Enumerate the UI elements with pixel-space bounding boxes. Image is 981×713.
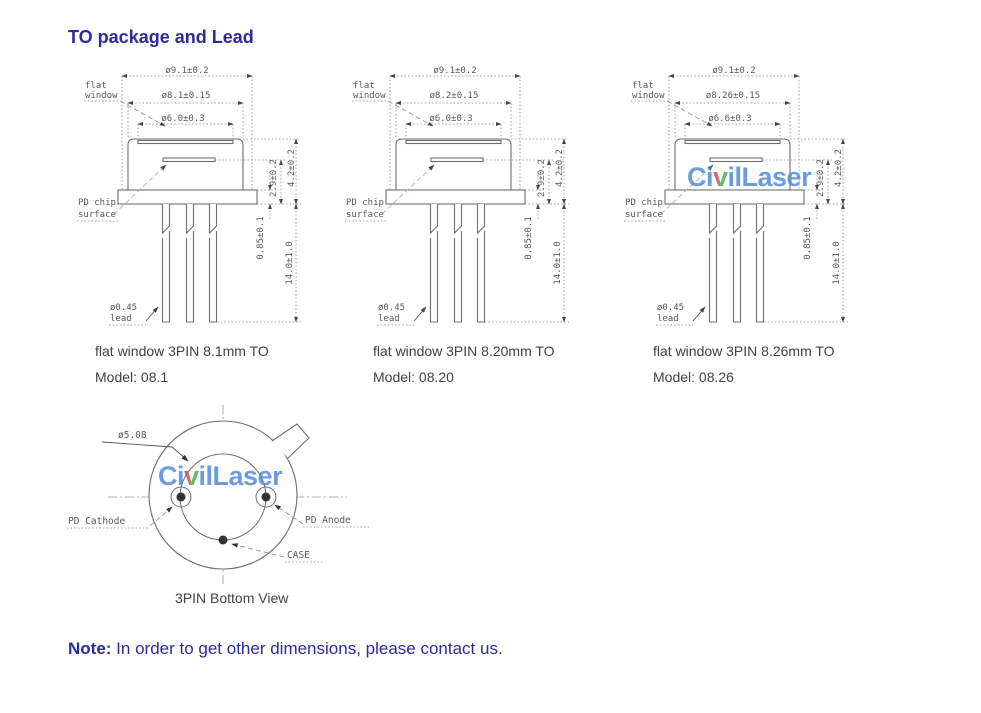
dim-lead-length-label: 14.0±1.0 — [553, 241, 563, 285]
flange — [118, 190, 257, 204]
dim-outer-label: ø9.1±0.2 — [165, 66, 209, 76]
dim-inner-label: ø6.6±0.3 — [708, 114, 752, 124]
dim-total-height-label: 4.2±0.2 — [834, 149, 844, 187]
window-slot — [138, 141, 233, 144]
lead-dia-label-2: lead — [110, 314, 132, 324]
dim-cap-height-label: 2.9±0.2 — [269, 159, 279, 197]
dim-lead-length-label: 14.0±1.0 — [285, 241, 295, 285]
dim-inner-label: ø6.0±0.3 — [429, 114, 473, 124]
dim-cap-height-label: 2.9±0.2 — [537, 159, 547, 197]
window-slot — [406, 141, 501, 144]
dim-flange-label: 0.85±0.1 — [256, 216, 266, 260]
page-title: TO package and Lead — [68, 27, 254, 47]
flat-window-label-1: flat — [85, 81, 107, 91]
dim-lead-length-label: 14.0±1.0 — [832, 241, 842, 285]
dim-total-height-label: 4.2±0.2 — [555, 149, 565, 187]
flat-window-label-2: window — [353, 91, 386, 101]
lead-dia-label-1: ø0.45 — [110, 303, 138, 313]
note-text: In order to get other dimensions, please contact us. — [111, 639, 503, 658]
window-slot — [685, 141, 780, 144]
dim-window-label: ø8.2±0.15 — [429, 91, 479, 101]
dim-total-height-label: 4.2±0.2 — [287, 149, 297, 187]
to-package-diagram-08-1 — [68, 58, 318, 336]
watermark-part2: v — [184, 461, 199, 491]
pd-chip-label-2: surface — [78, 210, 116, 220]
bottom-view-caption: 3PIN Bottom View — [175, 590, 289, 606]
dim-window-label: ø8.1±0.15 — [161, 91, 211, 101]
note-label: Note: — [68, 639, 112, 658]
civillaser-watermark-bottom — [158, 461, 282, 492]
can-outline — [396, 139, 511, 190]
civillaser-watermark-top — [687, 162, 811, 193]
dim-cap-height-label: 2.9±0.2 — [816, 159, 826, 197]
watermark-part3: ilLaser — [198, 461, 283, 491]
package-body — [118, 139, 257, 322]
flat-window-label-1: flat — [632, 81, 654, 91]
leads — [710, 204, 764, 322]
pin-circle-dia-label: ø5.08 — [118, 430, 147, 441]
package-caption-3: flat window 3PIN 8.26mm TO — [653, 343, 835, 359]
case-label: CASE — [287, 550, 310, 561]
pd-chip-label-1: PD chip — [625, 198, 663, 208]
dim-flange-label: 0.85±0.1 — [803, 216, 813, 260]
pd-cathode-label: PD Cathode — [68, 516, 126, 527]
watermark-part2: v — [713, 162, 728, 192]
to-package-diagram-08-20 — [336, 58, 586, 336]
case-pin — [219, 536, 228, 545]
leads — [431, 204, 485, 322]
pd-chip-bar — [431, 158, 483, 162]
pd-chip-label-2: surface — [346, 210, 384, 220]
package-model-2: Model: 08.20 — [373, 369, 454, 385]
package-caption-1: flat window 3PIN 8.1mm TO — [95, 343, 269, 359]
watermark-part3: ilLaser — [727, 162, 812, 192]
dim-flange-label: 0.85±0.1 — [524, 216, 534, 260]
lead-dia-label-1: ø0.45 — [657, 303, 685, 313]
anode-pin — [262, 493, 271, 502]
pd-anode-label: PD Anode — [305, 515, 351, 526]
pd-chip-bar — [163, 158, 215, 162]
cathode-pin — [177, 493, 186, 502]
note-line — [68, 639, 503, 659]
pd-chip-label-2: surface — [625, 210, 663, 220]
bottom-view-diagram — [60, 400, 390, 615]
dim-window-label: ø8.26±0.15 — [705, 91, 761, 101]
lead-dia-label-2: lead — [657, 314, 679, 324]
watermark-part1: Ci — [158, 461, 184, 491]
dim-outer-label: ø9.1±0.2 — [433, 66, 477, 76]
flange — [386, 190, 525, 204]
pd-chip-label-1: PD chip — [346, 198, 384, 208]
watermark-part1: Ci — [687, 162, 713, 192]
package-body — [386, 139, 525, 322]
package-caption-2: flat window 3PIN 8.20mm TO — [373, 343, 555, 359]
flat-window-label-2: window — [85, 91, 118, 101]
leads — [163, 204, 217, 322]
flat-window-label-1: flat — [353, 81, 375, 91]
can-outline — [128, 139, 243, 190]
to-package-diagram-08-26 — [615, 58, 865, 336]
flat-window-label-2: window — [632, 91, 665, 101]
lead-dia-label-2: lead — [378, 314, 400, 324]
dim-outer-label: ø9.1±0.2 — [712, 66, 756, 76]
package-model-1: Model: 08.1 — [95, 369, 169, 385]
pd-chip-label-1: PD chip — [78, 198, 116, 208]
lead-dia-label-1: ø0.45 — [378, 303, 406, 313]
package-model-3: Model: 08.26 — [653, 369, 734, 385]
pd-chip-bar — [710, 158, 762, 162]
dim-inner-label: ø6.0±0.3 — [161, 114, 205, 124]
